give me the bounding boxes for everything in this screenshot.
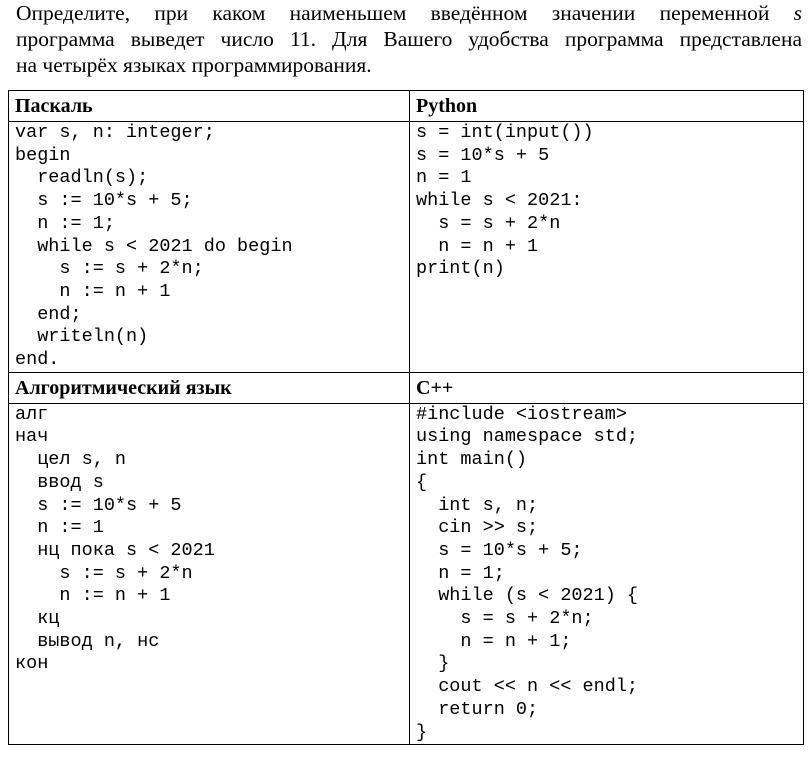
python-header: Python [410,91,804,122]
header-row-top [9,91,804,122]
task-line-2: программа выведет число 11. Для Вашего удобства программа представлена [16,27,802,51]
pascal-cell [9,122,410,373]
python-cell [410,122,804,373]
task-line-3: на четырёх языках программирования. [16,53,372,77]
code-row-bottom [9,403,804,745]
python-code: s = int(input()) s = 10*s + 5 n = 1 while s < 2021: s = s + 2*n n = n + 1 print(n) [416,122,594,280]
algorithmic-code: алг нач цел s, n ввод s s := 10*s + 5 n := 1 нц пока s < 2021 s := s + 2*n n := n + 1 кц вывод n, нс кон [15,403,215,675]
cpp-cell [410,403,804,745]
cpp-header: C++ [410,372,804,403]
pascal-code: var s, n: integer; begin readln(s); s := 10*s + 5; n := 1; while s < 2021 do begin s := s + 2*n; n := n + 1 end; writeln(n) end. [15,122,293,371]
algorithmic-cell [9,403,410,745]
cpp-code: #include <iostream> using namespace std; int main() { int s, n; cin >> s; s = 10*s + 5; n = 1; while (s < 2021) { s = s + 2*n; n = n + 1; } cout << n << endl; return 0; } [416,403,639,743]
algorithmic-header: Алгоритмический язык [9,372,410,403]
code-row-top [9,122,804,373]
header-row-bottom [9,372,804,403]
task-line-1 [16,0,802,26]
task-variable: s [793,1,802,25]
task-statement [16,0,802,78]
pascal-header: Паскаль [9,91,410,122]
task-line-1-text: Определите, при каком наименьшем введённом значении переменной [16,1,794,25]
code-table [8,90,804,745]
